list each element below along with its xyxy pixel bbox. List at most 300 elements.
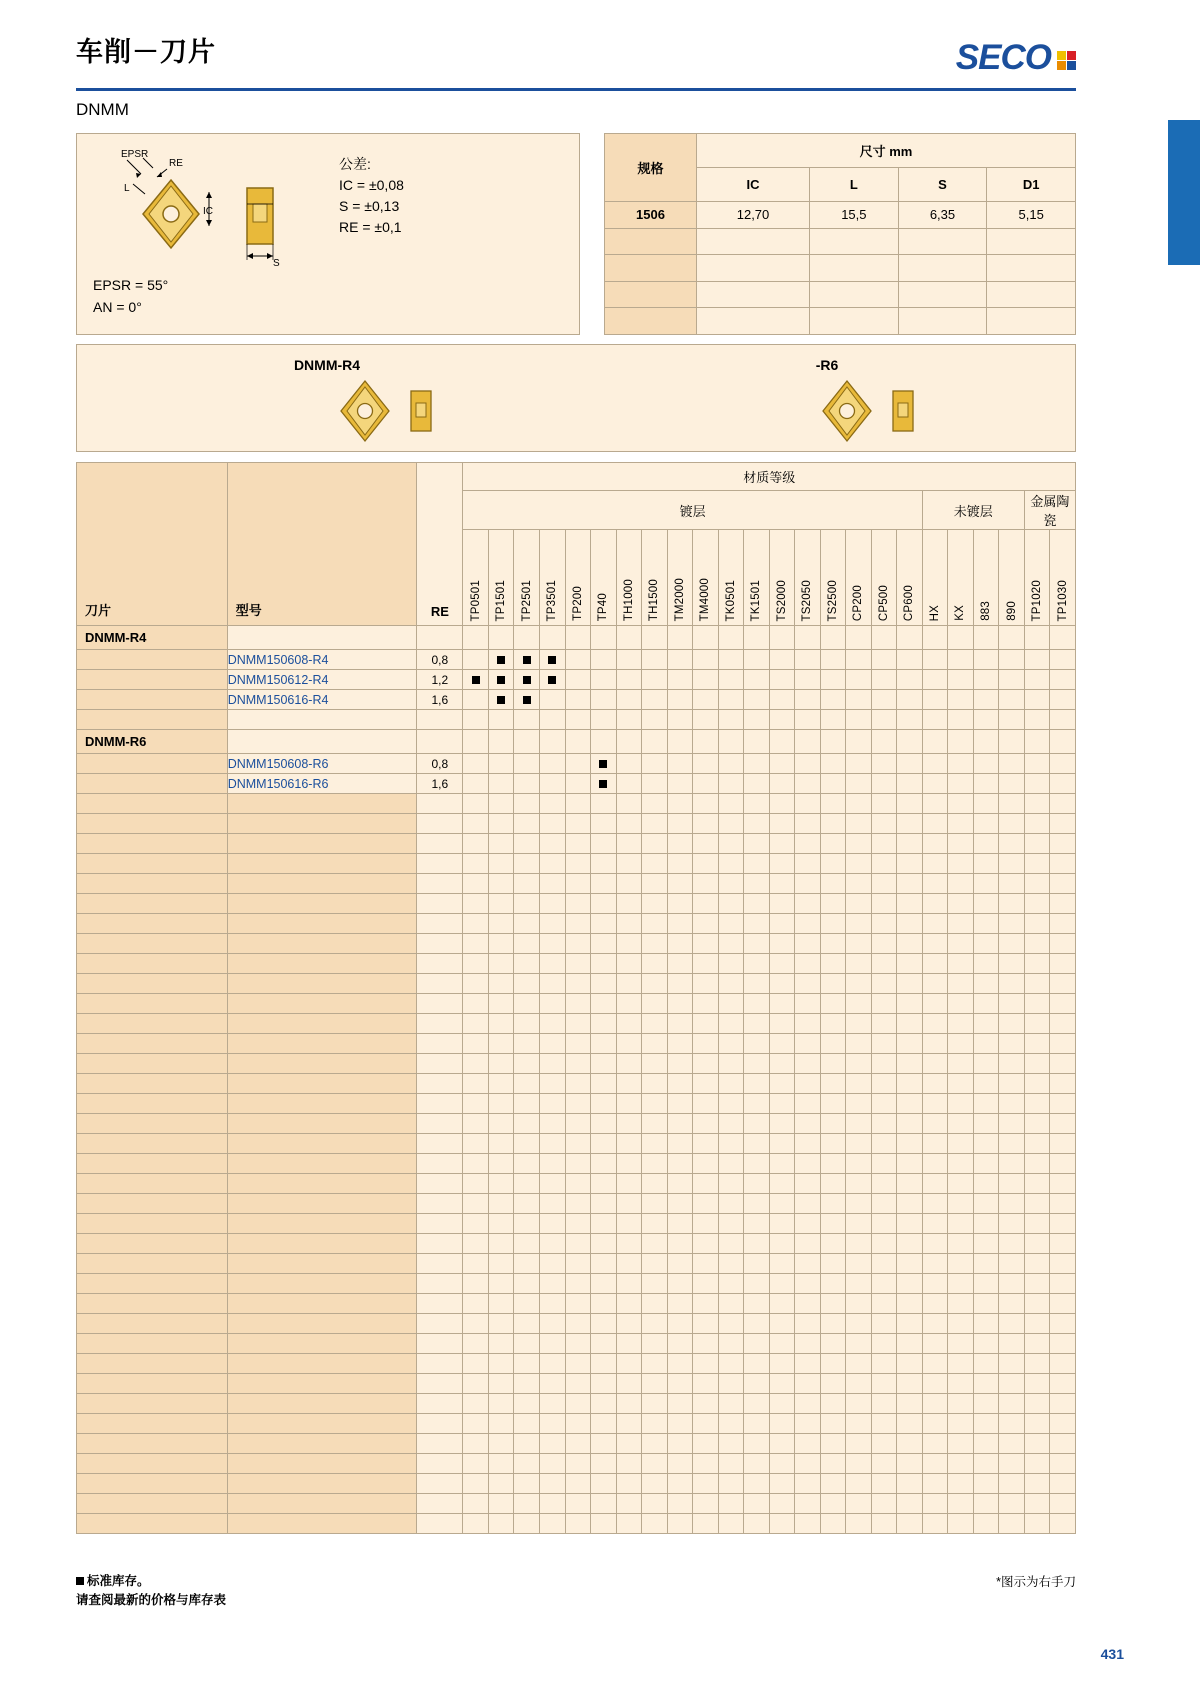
stock-marker-icon [548, 676, 556, 684]
grade-cell [1050, 1494, 1076, 1514]
grade-cell [769, 874, 795, 894]
dim-spec-empty [605, 255, 697, 282]
grade-cell [1050, 1294, 1076, 1314]
type-cell-empty [227, 1014, 417, 1034]
grade-cell [565, 1194, 591, 1214]
group-re-blank [417, 626, 463, 650]
grade-cell [922, 710, 948, 730]
grade-cell [744, 834, 770, 854]
grade-cell [948, 710, 974, 730]
grade-cell [922, 1314, 948, 1334]
table-row-empty [77, 814, 1076, 834]
grade-cell [616, 1454, 642, 1474]
grade-cell [718, 1314, 744, 1334]
grade-cell [999, 954, 1025, 974]
stock-marker-cell [514, 690, 540, 710]
grade-cell [565, 730, 591, 754]
grade-cell [539, 934, 565, 954]
dim-cell-empty [898, 255, 987, 282]
grade-cell [795, 1134, 821, 1154]
grade-cell [999, 1294, 1025, 1314]
grade-cell [897, 834, 923, 854]
grade-cell [1050, 1054, 1076, 1074]
table-row [77, 690, 1076, 710]
grade-cell [769, 1254, 795, 1274]
dim-header-d1: D1 [987, 168, 1076, 202]
grade-cell [871, 1054, 897, 1074]
grade-cell [999, 914, 1025, 934]
grade-cell [1050, 854, 1076, 874]
grade-cell [846, 814, 872, 834]
grade-cell [769, 710, 795, 730]
svg-text:IC: IC [203, 206, 213, 217]
stock-marker-icon [548, 656, 556, 664]
grade-cell [1050, 1454, 1076, 1474]
grade-cell [769, 1494, 795, 1514]
grade-header-tk0501 [718, 530, 744, 626]
grade-cell [769, 1354, 795, 1374]
grade-cell [948, 1374, 974, 1394]
grade-cell [999, 1434, 1025, 1454]
grade-cell [922, 1494, 948, 1514]
grade-cell [744, 1434, 770, 1454]
grade-cell [667, 1074, 693, 1094]
grade-cell [973, 974, 999, 994]
grade-cell [846, 730, 872, 754]
grade-cell [616, 814, 642, 834]
grade-cell [488, 1214, 514, 1234]
grade-cell [718, 774, 744, 794]
grade-cell [488, 1174, 514, 1194]
grade-cell [1050, 874, 1076, 894]
grade-cell [871, 1434, 897, 1454]
grade-cell [846, 1094, 872, 1114]
product-type-cell[interactable]: DNMM150608-R4 [227, 650, 417, 670]
grade-cell [463, 1034, 489, 1054]
grade-cell [539, 1054, 565, 1074]
grade-cell [769, 974, 795, 994]
grade-cell [846, 1254, 872, 1274]
grade-cell [693, 854, 719, 874]
grade-cell [642, 1494, 668, 1514]
grade-cell [1050, 1434, 1076, 1454]
grade-cell [948, 1274, 974, 1294]
grade-cell [642, 1454, 668, 1474]
grade-cell [1050, 626, 1076, 650]
grade-cell [488, 1274, 514, 1294]
grade-cell [948, 1034, 974, 1054]
grade-cell [667, 1254, 693, 1274]
re-value-cell: 0,8 [417, 754, 463, 774]
grade-cell [591, 670, 617, 690]
table-row-empty [77, 1334, 1076, 1354]
grade-cell [999, 1334, 1025, 1354]
grade-cell [488, 834, 514, 854]
grade-cell [718, 1134, 744, 1154]
insert-cell-empty [77, 834, 228, 854]
grade-cell [948, 994, 974, 1014]
grade-cell [616, 1374, 642, 1394]
grade-cell [922, 1514, 948, 1534]
grade-cell [999, 1474, 1025, 1494]
grade-cell [922, 1134, 948, 1154]
grade-cell [795, 730, 821, 754]
grade-cell [565, 1114, 591, 1134]
grade-cell [769, 914, 795, 934]
grade-cell [999, 1214, 1025, 1234]
grade-cell [871, 1354, 897, 1374]
grade-cell [718, 1214, 744, 1234]
grade-cell [514, 1394, 540, 1414]
grade-cell [871, 650, 897, 670]
grade-cell [948, 1254, 974, 1274]
grade-cell [948, 934, 974, 954]
product-type-cell[interactable]: DNMM150608-R6 [227, 754, 417, 774]
grade-cell [1050, 1474, 1076, 1494]
grade-cell [591, 1414, 617, 1434]
type-cell-empty [227, 1414, 417, 1434]
grade-cell [744, 1514, 770, 1534]
grade-cell [539, 1094, 565, 1114]
grade-cell [616, 1354, 642, 1374]
grade-cell [1024, 1074, 1050, 1094]
grade-cell [795, 934, 821, 954]
grade-cell [642, 1074, 668, 1094]
grade-header-label: HX [928, 604, 941, 621]
grade-cell [463, 1214, 489, 1234]
grade-cell [871, 1154, 897, 1174]
grade-cell [539, 1194, 565, 1214]
grade-cell [973, 874, 999, 894]
grade-cell [667, 1114, 693, 1134]
page-header [76, 30, 1076, 92]
grade-cell [1050, 814, 1076, 834]
grade-cell [565, 1354, 591, 1374]
grade-cell [616, 1254, 642, 1274]
grade-cell [744, 854, 770, 874]
grade-cell [642, 914, 668, 934]
grade-cell [999, 1374, 1025, 1394]
grade-cell [922, 1434, 948, 1454]
grade-cell [667, 1194, 693, 1214]
grade-cell [795, 774, 821, 794]
grade-cell [1050, 1214, 1076, 1234]
grade-cell [514, 1474, 540, 1494]
grade-cell [999, 1054, 1025, 1074]
grade-cell [667, 814, 693, 834]
grade-cell [795, 894, 821, 914]
stock-marker-icon [497, 656, 505, 664]
grade-cell [820, 1294, 846, 1314]
grade-cell [846, 690, 872, 710]
grade-cell [948, 1014, 974, 1034]
svg-text:L: L [124, 183, 130, 194]
grade-cell [514, 1074, 540, 1094]
header-insert-label: 刀片 [85, 603, 112, 618]
grade-cell [514, 1414, 540, 1434]
table-row-empty [77, 1494, 1076, 1514]
grade-cell [871, 1454, 897, 1474]
grade-cell [871, 874, 897, 894]
grade-cell [871, 710, 897, 730]
grade-cell [616, 1134, 642, 1154]
spec-box [76, 133, 580, 335]
table-row-empty [77, 974, 1076, 994]
grade-cell [693, 814, 719, 834]
grade-cell [463, 690, 489, 710]
grade-cell [616, 894, 642, 914]
dim-cell-empty [697, 308, 810, 335]
grade-cell [693, 1434, 719, 1454]
grade-cell [616, 670, 642, 690]
grade-cell [539, 874, 565, 894]
grade-cell [948, 1434, 974, 1454]
grade-cell [820, 874, 846, 894]
table-row [77, 774, 1076, 794]
dim-cell-empty [697, 255, 810, 282]
insert-cell-empty [77, 1074, 228, 1094]
grade-cell [642, 1434, 668, 1454]
grade-cell [1024, 1054, 1050, 1074]
grade-cell [718, 650, 744, 670]
dim-cell-empty [987, 255, 1076, 282]
grade-cell [999, 974, 1025, 994]
grade-cell [973, 1374, 999, 1394]
grade-cell [565, 1254, 591, 1274]
grade-cell [973, 1114, 999, 1134]
grade-cell [922, 934, 948, 954]
grade-cell [488, 1394, 514, 1414]
grade-cell [897, 1074, 923, 1094]
grade-cell [973, 1334, 999, 1354]
grade-cell [514, 854, 540, 874]
grade-cell [565, 894, 591, 914]
grade-cell [488, 1314, 514, 1334]
grade-cell [846, 1394, 872, 1414]
grade-cell [744, 730, 770, 754]
product-type-cell[interactable]: DNMM150612-R4 [227, 670, 417, 690]
grade-cell [871, 1234, 897, 1254]
grade-cell [999, 1174, 1025, 1194]
table-row-empty [77, 1054, 1076, 1074]
grade-cell [769, 1394, 795, 1414]
grade-cell [769, 1174, 795, 1194]
grade-cell [514, 1454, 540, 1474]
grade-cell [744, 1454, 770, 1474]
grade-cell [897, 954, 923, 974]
grade-cell [616, 1154, 642, 1174]
grade-cell [897, 1234, 923, 1254]
grade-cell [897, 1054, 923, 1074]
grade-cell [463, 1494, 489, 1514]
grade-cell [922, 1274, 948, 1294]
grade-cell [820, 1374, 846, 1394]
grade-cell [718, 1174, 744, 1194]
grade-cell [999, 626, 1025, 650]
stock-marker-cell [514, 650, 540, 670]
grade-cell [718, 1014, 744, 1034]
variant-label-r4: DNMM-R4 [293, 357, 361, 373]
grade-cell [795, 1314, 821, 1334]
grade-header-label: TK1501 [750, 579, 763, 621]
grade-cell [1050, 1034, 1076, 1054]
grade-cell [769, 834, 795, 854]
insert-cell-empty [77, 1414, 228, 1434]
footer-notes [76, 1572, 226, 1610]
grade-cell [1050, 1414, 1076, 1434]
header-re-label: RE [430, 604, 449, 619]
type-cell-empty [227, 854, 417, 874]
grade-cell [744, 1114, 770, 1134]
product-type-cell[interactable]: DNMM150616-R4 [227, 690, 417, 710]
type-cell-empty [227, 1214, 417, 1234]
grade-cell [1024, 1094, 1050, 1114]
grade-cell [718, 1234, 744, 1254]
grade-cell [897, 1314, 923, 1334]
grade-cell [718, 670, 744, 690]
product-type-cell[interactable]: DNMM150616-R6 [227, 774, 417, 794]
grade-cell [693, 874, 719, 894]
grade-cell [667, 874, 693, 894]
grade-cell [642, 1114, 668, 1134]
grade-cell [1024, 1294, 1050, 1314]
grade-cell [488, 1254, 514, 1274]
grade-cell [565, 1374, 591, 1394]
insert-cell-empty [77, 1234, 228, 1254]
grade-cell [488, 1434, 514, 1454]
grade-cell [514, 1494, 540, 1514]
grade-cell [1050, 1014, 1076, 1034]
grade-cell [820, 834, 846, 854]
grade-cell [667, 834, 693, 854]
grade-cell [591, 1154, 617, 1174]
grade-cell [973, 1054, 999, 1074]
insert-cell-empty [77, 1434, 228, 1454]
grade-cell [820, 914, 846, 934]
grade-cell [565, 1454, 591, 1474]
grade-cell [539, 1374, 565, 1394]
dim-cell-empty [898, 308, 987, 335]
grade-cell [488, 1234, 514, 1254]
re-cell-empty [417, 1154, 463, 1174]
tolerance-block [339, 154, 404, 238]
grade-cell [871, 1134, 897, 1154]
grade-cell [922, 1054, 948, 1074]
grade-cell [999, 934, 1025, 954]
grade-cell [1050, 1314, 1076, 1334]
grade-cell [693, 1214, 719, 1234]
grade-cell [1050, 1374, 1076, 1394]
grade-cell [642, 754, 668, 774]
grade-header-label: TP1030 [1056, 579, 1069, 621]
grade-cell [973, 650, 999, 670]
grade-cell [1024, 626, 1050, 650]
header-type [227, 463, 417, 626]
grade-cell [871, 894, 897, 914]
grade-cell [616, 794, 642, 814]
grade-cell [488, 934, 514, 954]
header-material-grade: 材质等级 [463, 463, 1076, 491]
table-row-empty [77, 1014, 1076, 1034]
re-cell-empty [417, 1354, 463, 1374]
grade-cell [514, 1374, 540, 1394]
grade-cell [1024, 1334, 1050, 1354]
grade-cell [795, 710, 821, 730]
table-row-empty [77, 914, 1076, 934]
grade-cell [795, 1194, 821, 1214]
grade-cell [565, 1234, 591, 1254]
grade-cell [973, 1454, 999, 1474]
grade-header-tp1501 [488, 530, 514, 626]
grade-cell [846, 1274, 872, 1294]
table-row-empty [77, 874, 1076, 894]
insert-cell-empty [77, 1174, 228, 1194]
stock-marker-cell [539, 650, 565, 670]
insert-cell-empty [77, 1354, 228, 1374]
grade-cell [616, 1174, 642, 1194]
stock-marker-cell [488, 650, 514, 670]
grade-cell [514, 1434, 540, 1454]
grade-cell [463, 974, 489, 994]
table-row-empty [77, 1414, 1076, 1434]
insert-cell [77, 754, 228, 774]
grade-cell [591, 1074, 617, 1094]
grade-cell [667, 690, 693, 710]
grade-cell [693, 1154, 719, 1174]
grade-cell [539, 1514, 565, 1534]
grade-cell [1050, 754, 1076, 774]
dim-header-l: L [810, 168, 899, 202]
grade-cell [565, 1054, 591, 1074]
grade-cell [769, 670, 795, 690]
grade-cell [591, 874, 617, 894]
footer-stock-note [76, 1572, 226, 1591]
grade-cell [999, 1074, 1025, 1094]
grade-cell [591, 1474, 617, 1494]
re-cell-empty [417, 1334, 463, 1354]
re-value-cell: 1,2 [417, 670, 463, 690]
grade-cell [565, 1294, 591, 1314]
type-cell-empty [227, 1094, 417, 1114]
grade-cell [897, 1274, 923, 1294]
grade-cell [769, 854, 795, 874]
grade-cell [693, 754, 719, 774]
grade-cell [565, 874, 591, 894]
insert-cell-empty [77, 1194, 228, 1214]
grade-cell [463, 894, 489, 914]
grade-cell [693, 994, 719, 1014]
type-cell-empty [227, 954, 417, 974]
grade-cell [693, 1254, 719, 1274]
grade-cell [922, 1174, 948, 1194]
grade-cell [591, 1294, 617, 1314]
grade-cell [769, 1034, 795, 1054]
grade-cell [820, 670, 846, 690]
re-value-cell: 1,6 [417, 774, 463, 794]
grade-cell [769, 1214, 795, 1234]
grade-cell [667, 1434, 693, 1454]
re-cell-empty [417, 1134, 463, 1154]
grade-cell [795, 874, 821, 894]
grade-cell [948, 1094, 974, 1114]
grade-cell [897, 1214, 923, 1234]
grade-cell [539, 1454, 565, 1474]
grade-cell [820, 934, 846, 954]
grade-cell [999, 774, 1025, 794]
grade-cell [769, 1074, 795, 1094]
grade-cell [718, 794, 744, 814]
grade-cell [667, 954, 693, 974]
